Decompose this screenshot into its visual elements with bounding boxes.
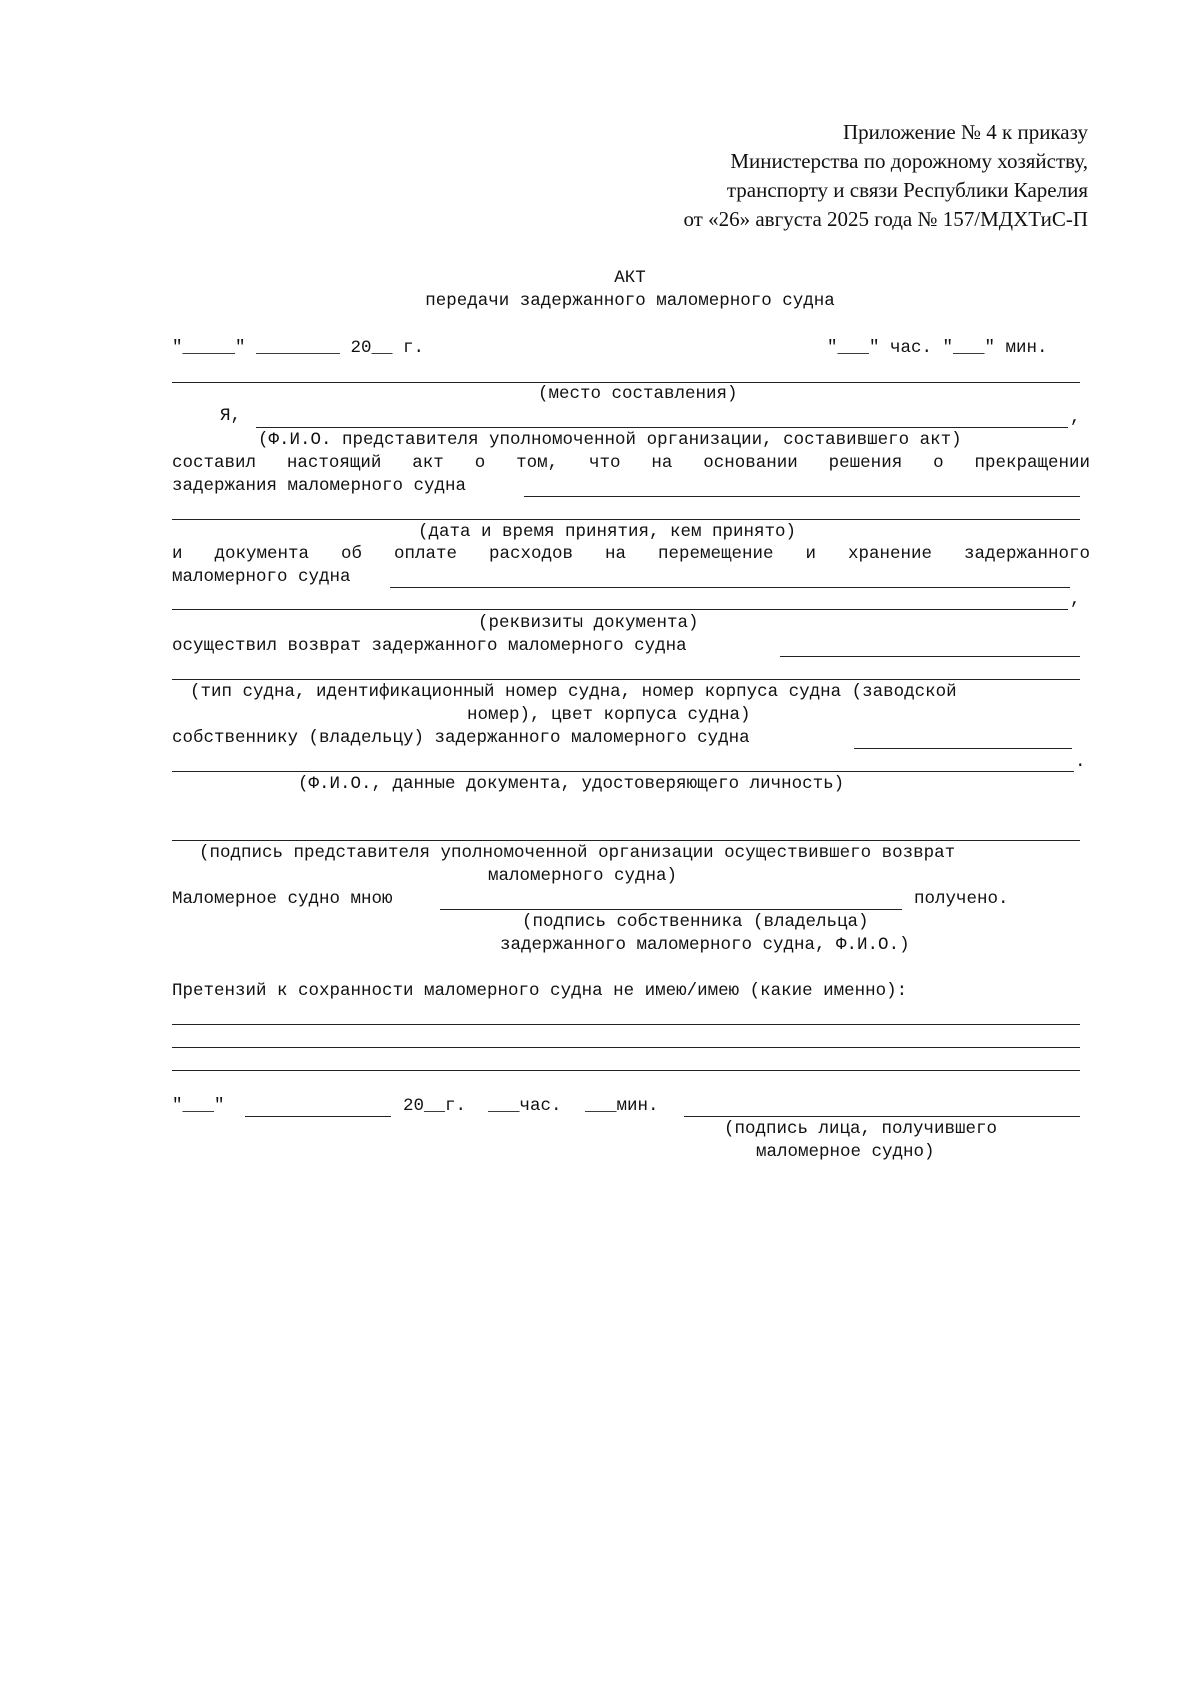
datetime-caption: (дата и время принятия, кем принято): [418, 522, 797, 542]
payment-doc-line: [390, 587, 1070, 588]
owner-sign-caption-1: (подпись собственника (владельца): [522, 912, 869, 932]
claims-line-3: [172, 1070, 1080, 1071]
owner-line: [854, 748, 1072, 749]
owner-data-line: [172, 771, 1074, 772]
time-fill-line: "___" час. "___" мин.: [827, 338, 1048, 358]
fio-line: [256, 427, 1068, 428]
act-subtitle: передачи задержанного маломерного судна: [425, 291, 835, 311]
requisites-caption: (реквизиты документа): [478, 613, 699, 633]
claims-line-2: [172, 1047, 1080, 1048]
fio-caption: (Ф.И.О. представителя уполномоченной организации, составившего акт): [258, 430, 962, 450]
owner-caption: (Ф.И.О., данные документа, удостоверяющего личность): [298, 774, 845, 794]
payment-line: и документа об оплате расходов на перемещение и хранение задержанного: [172, 544, 1090, 564]
claims-line: Претензий к сохранности маломерного судна не имею/имею (какие именно):: [172, 981, 908, 1001]
composed-line: составил настоящий акт о том, что на основании решения о прекращении: [172, 453, 1090, 473]
claims-line-1: [172, 1024, 1080, 1025]
appendix-line-4: от «26» августа 2025 года № 157/МДХТиС-П: [683, 207, 1088, 231]
received-sign-line: [440, 909, 902, 910]
fio-comma: ,: [1070, 408, 1081, 428]
return-line: [780, 656, 1080, 657]
owner-period: .: [1075, 752, 1086, 772]
type-caption-1: (тип судна, идентификационный номер судна, номер корпуса судна (заводской: [190, 682, 957, 702]
appendix-line-1: Приложение № 4 к приказу: [843, 120, 1088, 144]
return-label: осуществил возврат задержанного маломерного судна: [172, 636, 687, 656]
datetime-line: [172, 519, 1080, 520]
rep-signature-line: [172, 840, 1080, 841]
final-minutes: ___мин.: [585, 1096, 659, 1116]
requisites-comma: ,: [1070, 590, 1081, 610]
received-prefix: Маломерное судно мною: [172, 889, 393, 909]
rep-sign-caption-1: (подпись представителя уполномоченной организации осуществившего возврат: [199, 843, 956, 863]
rep-sign-caption-2: маломерного судна): [488, 866, 678, 886]
date-fill-line: "_____" ________ 20__ г.: [172, 338, 425, 358]
final-month-line: [245, 1116, 391, 1117]
received-suffix: получено.: [914, 889, 1009, 909]
act-title: АКТ: [614, 268, 646, 288]
vessel-type-line: [172, 679, 1080, 680]
vessel-label: маломерного судна: [172, 567, 351, 587]
place-caption: (место составления): [538, 384, 738, 404]
appendix-header: [568, 118, 1088, 234]
final-year: 20__г.: [403, 1096, 467, 1116]
place-line: [172, 382, 1080, 383]
detention-line: [524, 496, 1080, 497]
ya-label: Я,: [220, 406, 242, 426]
final-day: "___": [172, 1096, 225, 1116]
detention-label: задержания маломерного судна: [172, 476, 467, 496]
receiver-caption-1: (подпись лица, получившего: [724, 1119, 998, 1139]
appendix-line-3: транспорту и связи Республики Карелия: [726, 178, 1088, 202]
owner-sign-caption-2: задержанного маломерного судна, Ф.И.О.): [500, 935, 910, 955]
requisites-line: [172, 609, 1068, 610]
receiver-caption-2: маломерное судно): [756, 1142, 935, 1162]
type-caption-2: номер), цвет корпуса судна): [467, 705, 751, 725]
owner-label: собственнику (владельцу) задержанного маломерного судна: [172, 728, 750, 748]
receiver-signature-line: [684, 1116, 1080, 1117]
final-hours: ___час.: [488, 1096, 562, 1116]
appendix-line-2: Министерства по дорожному хозяйству,: [730, 149, 1088, 173]
